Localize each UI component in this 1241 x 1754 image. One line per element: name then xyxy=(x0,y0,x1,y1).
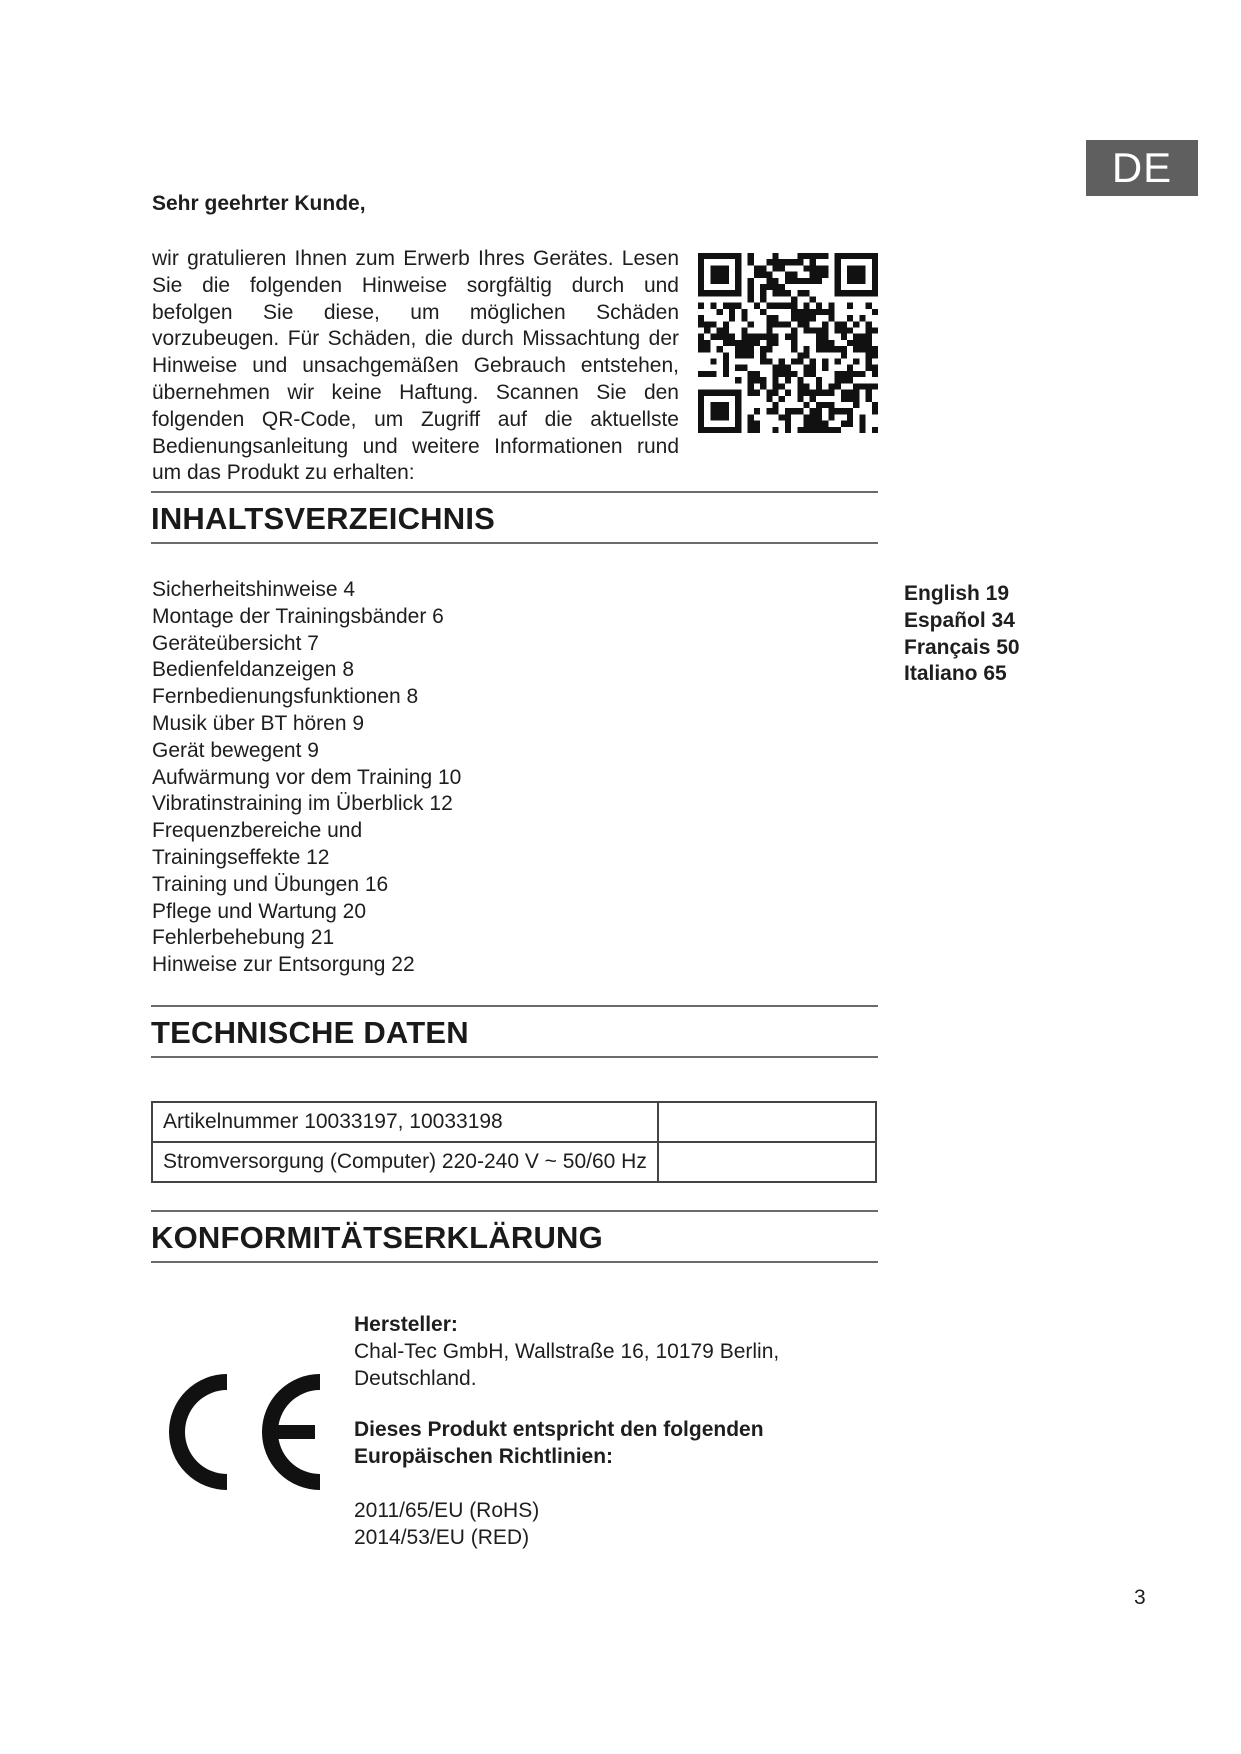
toc-item[interactable]: Sicherheitshinweise 4 xyxy=(152,578,356,601)
toc-item[interactable]: Frequenzbereiche und xyxy=(152,819,363,843)
toc-item[interactable]: Vibratinstraining im Überblick 12 xyxy=(152,792,453,816)
spec-power-supply: Stromversorgung (Computer) 220-240 V ~ 50/60 Hz xyxy=(152,1142,658,1182)
conformity-statement-cont: Europäischen Richtlinien: xyxy=(354,1445,614,1468)
spec-empty-cell xyxy=(658,1142,876,1182)
toc-title: INHALTSVERZEICHNIS xyxy=(151,501,496,536)
toc-item[interactable]: Pflege und Wartung 20 xyxy=(152,899,367,923)
conformity-statement: Dieses Produkt entspricht den folgenden xyxy=(354,1418,764,1441)
specs-table xyxy=(151,1101,877,1183)
manufacturer-country: Deutschland. xyxy=(354,1367,477,1390)
language-badge: DE xyxy=(1086,140,1198,196)
toc-item[interactable]: Bedienfeldanzeigen 8 xyxy=(152,658,355,682)
directive-item: 2011/65/EU (RoHS) xyxy=(354,1499,540,1522)
toc-section-header xyxy=(151,491,878,544)
toc-item[interactable]: Musik über BT hören 9 xyxy=(152,711,365,735)
toc-list xyxy=(152,577,461,979)
table-row xyxy=(152,1142,876,1182)
toc-item[interactable]: Trainingseffekte 12 xyxy=(152,845,330,869)
toc-item[interactable]: Montage der Trainingsbänder 6 xyxy=(152,604,444,628)
spec-article-number: Artikelnummer 10033197, 10033198 xyxy=(152,1102,658,1142)
language-index xyxy=(904,581,1020,688)
conformity-section-header xyxy=(151,1210,878,1263)
toc-item[interactable]: Geräteübersicht 7 xyxy=(152,631,319,655)
page-number: 3 xyxy=(1134,1586,1146,1609)
manufacturer-label: Hersteller: xyxy=(354,1313,458,1336)
manufacturer-block xyxy=(354,1311,874,1551)
qr-code[interactable] xyxy=(698,253,878,433)
toc-item[interactable]: Fehlerbehebung 21 xyxy=(152,926,335,950)
spec-empty-cell xyxy=(658,1102,876,1142)
language-link-french[interactable]: Français 50 xyxy=(904,635,1020,659)
toc-item[interactable]: Aufwärmung vor dem Training 10 xyxy=(152,765,462,789)
intro-paragraph: wir gratulieren Ihnen zum Erwerb Ihres Gerätes. Lesen Sie die folgenden Hinweise sorgfältig durch und befolgen Sie diese, um möglichen Schäden vorzubeugen. Für Schäden, die durch Missachtung der Hinweise und unsachgemäßen Gebrauch entstehen, übernehmen wir keine Haftung. Scannen Sie den folgenden QR-Code, um Zugriff auf die aktuellste Bedienungsanleitung und weitere Informationen rund um das Produkt zu erhalten: xyxy=(152,247,679,485)
toc-item[interactable]: Training und Übungen 16 xyxy=(152,872,389,896)
manufacturer-address: Chal-Tec GmbH, Wallstraße 16, 10179 Berlin, xyxy=(354,1340,780,1363)
specs-title: TECHNISCHE DATEN xyxy=(151,1015,469,1050)
toc-item[interactable]: Fernbedienungsfunktionen 8 xyxy=(152,685,419,709)
table-row xyxy=(152,1102,876,1142)
ce-mark-icon xyxy=(165,1372,329,1492)
language-link-english[interactable]: English 19 xyxy=(904,582,1010,605)
toc-item[interactable]: Hinweise zur Entsorgung 22 xyxy=(152,953,415,977)
language-link-spanish[interactable]: Español 34 xyxy=(904,608,1015,632)
greeting: Sehr geehrter Kunde, xyxy=(152,192,366,215)
specs-section-header xyxy=(151,1005,878,1058)
conformity-title: KONFORMITÄTSERKLÄRUNG xyxy=(151,1220,603,1255)
language-link-italian[interactable]: Italiano 65 xyxy=(904,662,1007,686)
directive-item: 2014/53/EU (RED) xyxy=(354,1526,530,1549)
toc-item[interactable]: Gerät bewegent 9 xyxy=(152,738,319,762)
